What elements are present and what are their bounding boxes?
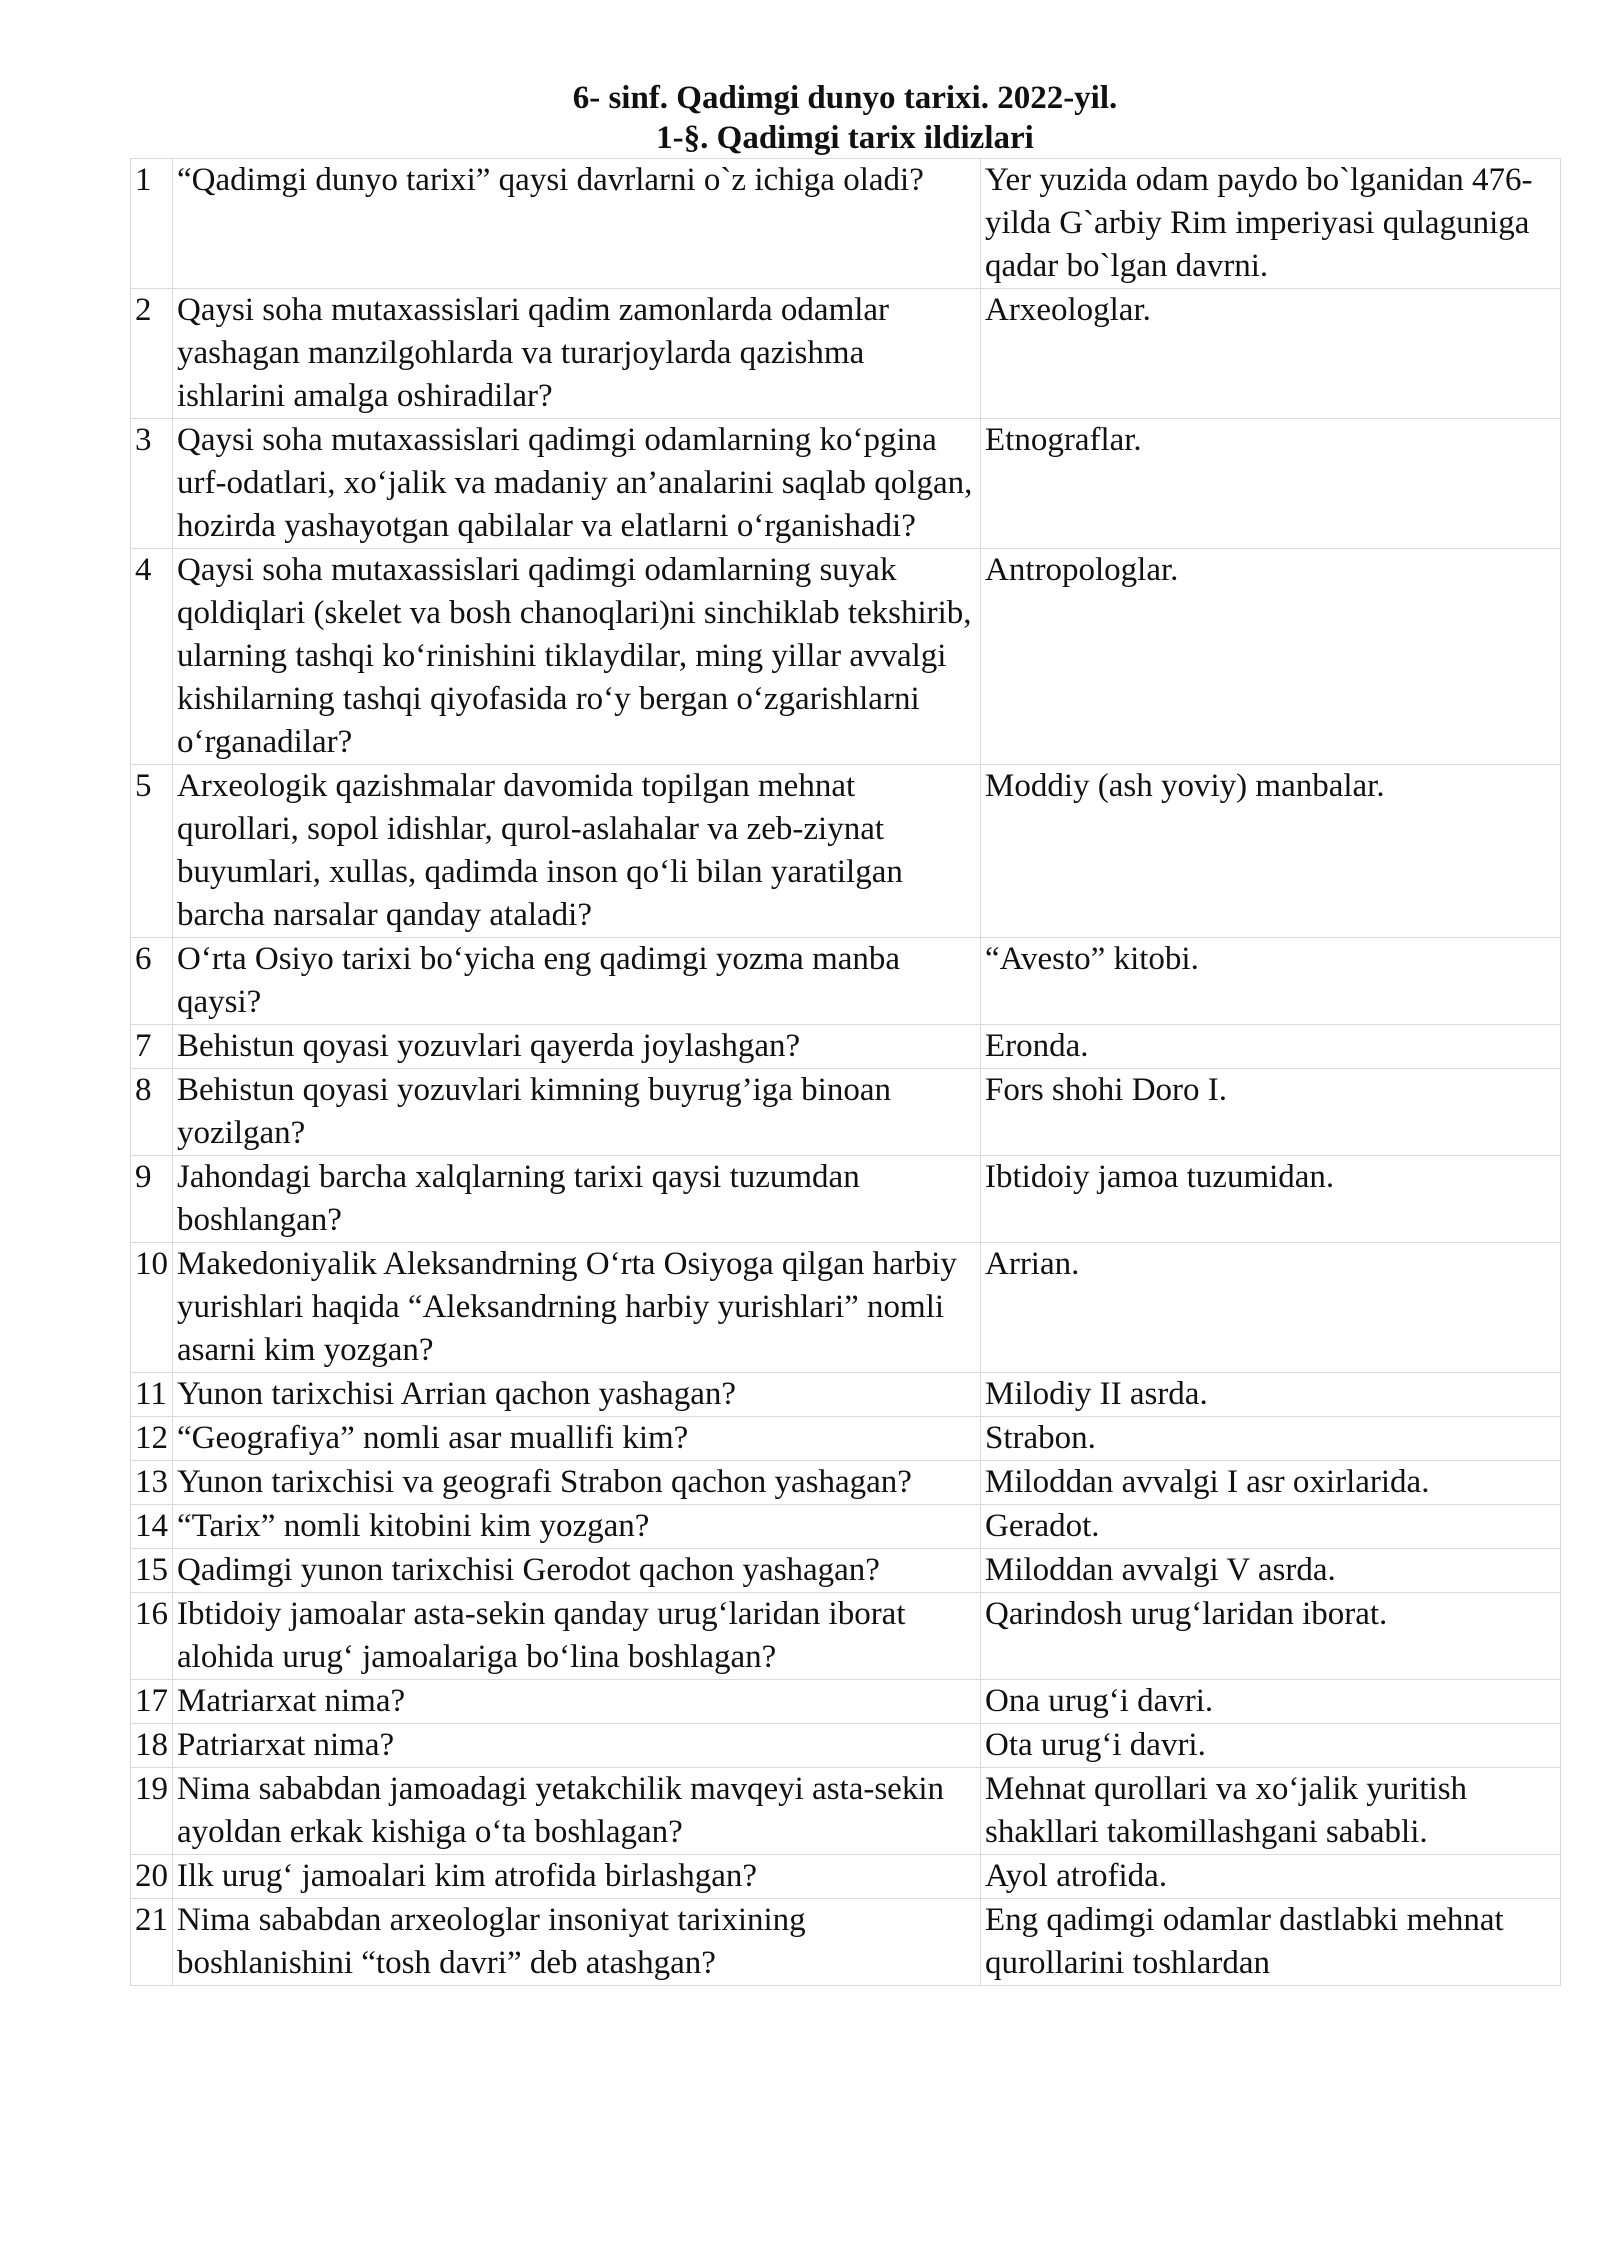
question-cell: Qaysi soha mutaxassislari qadimgi odamlarning suyak qoldiqlari (skelet va bosh chanoqlari)ni sinchiklab tekshirib, ularning tashqi ko‘rinishini tiklaydilar, ming yillar avvalgi kishilarning tashqi qiyofasida ro‘y bergan o‘zgarishlarni o‘rganadilar? xyxy=(173,549,981,765)
table-row xyxy=(131,1899,1561,1986)
question-cell: Qadimgi yunon tarixchisi Gerodot qachon yashagan? xyxy=(173,1549,981,1593)
answer-cell: Etnograflar. xyxy=(981,419,1561,549)
table-row xyxy=(131,1417,1561,1461)
row-number: 6 xyxy=(131,938,173,1025)
answer-cell: Yer yuzida odam paydo bo`lganidan 476-yilda G`arbiy Rim imperiyasi qulaguniga qadar bo`lgan davrni. xyxy=(981,159,1561,289)
row-number: 10 xyxy=(131,1243,173,1373)
answer-cell: Miloddan avvalgi I asr oxirlarida. xyxy=(981,1461,1561,1505)
table-row xyxy=(131,1461,1561,1505)
row-number: 19 xyxy=(131,1768,173,1855)
answer-cell: Fors shohi Doro I. xyxy=(981,1069,1561,1156)
question-cell: “Qadimgi dunyo tarixi” qaysi davrlarni o`z ichiga oladi? xyxy=(173,159,981,289)
answer-cell: Arxeologlar. xyxy=(981,289,1561,419)
table-row xyxy=(131,1505,1561,1549)
row-number: 2 xyxy=(131,289,173,419)
row-number: 16 xyxy=(131,1593,173,1680)
question-cell: Ilk urug‘ jamoalari kim atrofida birlashgan? xyxy=(173,1855,981,1899)
table-row xyxy=(131,419,1561,549)
answer-cell: Ota urug‘i davri. xyxy=(981,1724,1561,1768)
answer-cell: Geradot. xyxy=(981,1505,1561,1549)
row-number: 8 xyxy=(131,1069,173,1156)
table-row xyxy=(131,1025,1561,1069)
answer-cell: Antropologlar. xyxy=(981,549,1561,765)
table-row xyxy=(131,159,1561,289)
row-number: 17 xyxy=(131,1680,173,1724)
table-row xyxy=(131,765,1561,938)
table-row xyxy=(131,1724,1561,1768)
row-number: 9 xyxy=(131,1156,173,1243)
question-cell: Behistun qoyasi yozuvlari qayerda joylashgan? xyxy=(173,1025,981,1069)
document-page xyxy=(130,78,1560,1986)
answer-cell: Ibtidoiy jamoa tuzumidan. xyxy=(981,1156,1561,1243)
question-cell: Jahondagi barcha xalqlarning tarixi qaysi tuzumdan boshlangan? xyxy=(173,1156,981,1243)
answer-cell: Mehnat qurollari va xo‘jalik yuritish shakllari takomillashgani sababli. xyxy=(981,1768,1561,1855)
answer-cell: “Avesto” kitobi. xyxy=(981,938,1561,1025)
row-number: 1 xyxy=(131,159,173,289)
answer-cell: Strabon. xyxy=(981,1417,1561,1461)
row-number: 18 xyxy=(131,1724,173,1768)
table-row xyxy=(131,549,1561,765)
question-cell: Arxeologik qazishmalar davomida topilgan mehnat qurollari, sopol idishlar, qurol-aslahalar va zeb-ziynat buyumlari, xullas, qadimda inson qo‘li bilan yaratilgan barcha narsalar qanday ataladi? xyxy=(173,765,981,938)
answer-cell: Ayol atrofida. xyxy=(981,1855,1561,1899)
question-cell: Patriarxat nima? xyxy=(173,1724,981,1768)
question-cell: Makedoniyalik Aleksandrning O‘rta Osiyoga qilgan harbiy yurishlari haqida “Aleksandrning harbiy yurishlari” nomli asarni kim yozgan? xyxy=(173,1243,981,1373)
table-row xyxy=(131,1680,1561,1724)
question-cell: Yunon tarixchisi va geografi Strabon qachon yashagan? xyxy=(173,1461,981,1505)
row-number: 13 xyxy=(131,1461,173,1505)
answer-cell: Qarindosh urug‘laridan iborat. xyxy=(981,1593,1561,1680)
question-cell: Matriarxat nima? xyxy=(173,1680,981,1724)
row-number: 4 xyxy=(131,549,173,765)
table-row xyxy=(131,938,1561,1025)
row-number: 12 xyxy=(131,1417,173,1461)
row-number: 7 xyxy=(131,1025,173,1069)
question-cell: Behistun qoyasi yozuvlari kimning buyrug’iga binoan yozilgan? xyxy=(173,1069,981,1156)
answer-cell: Miloddan avvalgi V asrda. xyxy=(981,1549,1561,1593)
answer-cell: Arrian. xyxy=(981,1243,1561,1373)
table-row xyxy=(131,1768,1561,1855)
qa-table xyxy=(130,158,1561,1986)
table-row xyxy=(131,289,1561,419)
row-number: 11 xyxy=(131,1373,173,1417)
question-cell: Nima sababdan arxeologlar insoniyat tarixining boshlanishini “tosh davri” deb atashgan? xyxy=(173,1899,981,1986)
question-cell: Qaysi soha mutaxassislari qadimgi odamlarning ko‘pgina urf-odatlari, xo‘jalik va madaniy an’analarini saqlab qolgan, hozirda yashayotgan qabilalar va elatlarni o‘rganishadi? xyxy=(173,419,981,549)
question-cell: O‘rta Osiyo tarixi bo‘yicha eng qadimgi yozma manba qaysi? xyxy=(173,938,981,1025)
answer-cell: Eng qadimgi odamlar dastlabki mehnat qurollarini toshlardan xyxy=(981,1899,1561,1986)
table-row xyxy=(131,1373,1561,1417)
answer-cell: Eronda. xyxy=(981,1025,1561,1069)
row-number: 15 xyxy=(131,1549,173,1593)
row-number: 5 xyxy=(131,765,173,938)
table-row xyxy=(131,1593,1561,1680)
answer-cell: Moddiy (ash yoviy) manbalar. xyxy=(981,765,1561,938)
answer-cell: Ona urug‘i davri. xyxy=(981,1680,1561,1724)
question-cell: Ibtidoiy jamoalar asta-sekin qanday urug‘laridan iborat alohida urug‘ jamoalariga bo‘lina boshlagan? xyxy=(173,1593,981,1680)
document-title: 6- sinf. Qadimgi dunyo tarixi. 2022-yil. xyxy=(572,80,1118,116)
question-cell: “Geografiya” nomli asar muallifi kim? xyxy=(173,1417,981,1461)
section-title: 1-§. Qadimgi tarix ildizlari xyxy=(656,120,1034,156)
table-row xyxy=(131,1156,1561,1243)
table-row xyxy=(131,1243,1561,1373)
row-number: 3 xyxy=(131,419,173,549)
row-number: 21 xyxy=(131,1899,173,1986)
question-cell: Yunon tarixchisi Arrian qachon yashagan? xyxy=(173,1373,981,1417)
question-cell: “Tarix” nomli kitobini kim yozgan? xyxy=(173,1505,981,1549)
row-number: 14 xyxy=(131,1505,173,1549)
answer-cell: Milodiy II asrda. xyxy=(981,1373,1561,1417)
question-cell: Nima sababdan jamoadagi yetakchilik mavqeyi asta-sekin ayoldan erkak kishiga o‘ta boshlagan? xyxy=(173,1768,981,1855)
question-cell: Qaysi soha mutaxassislari qadim zamonlarda odamlar yashagan manzilgohlarda va turarjoylarda qazishma ishlarini amalga oshiradilar? xyxy=(173,289,981,419)
table-row xyxy=(131,1855,1561,1899)
table-row xyxy=(131,1069,1561,1156)
table-row xyxy=(131,1549,1561,1593)
row-number: 20 xyxy=(131,1855,173,1899)
